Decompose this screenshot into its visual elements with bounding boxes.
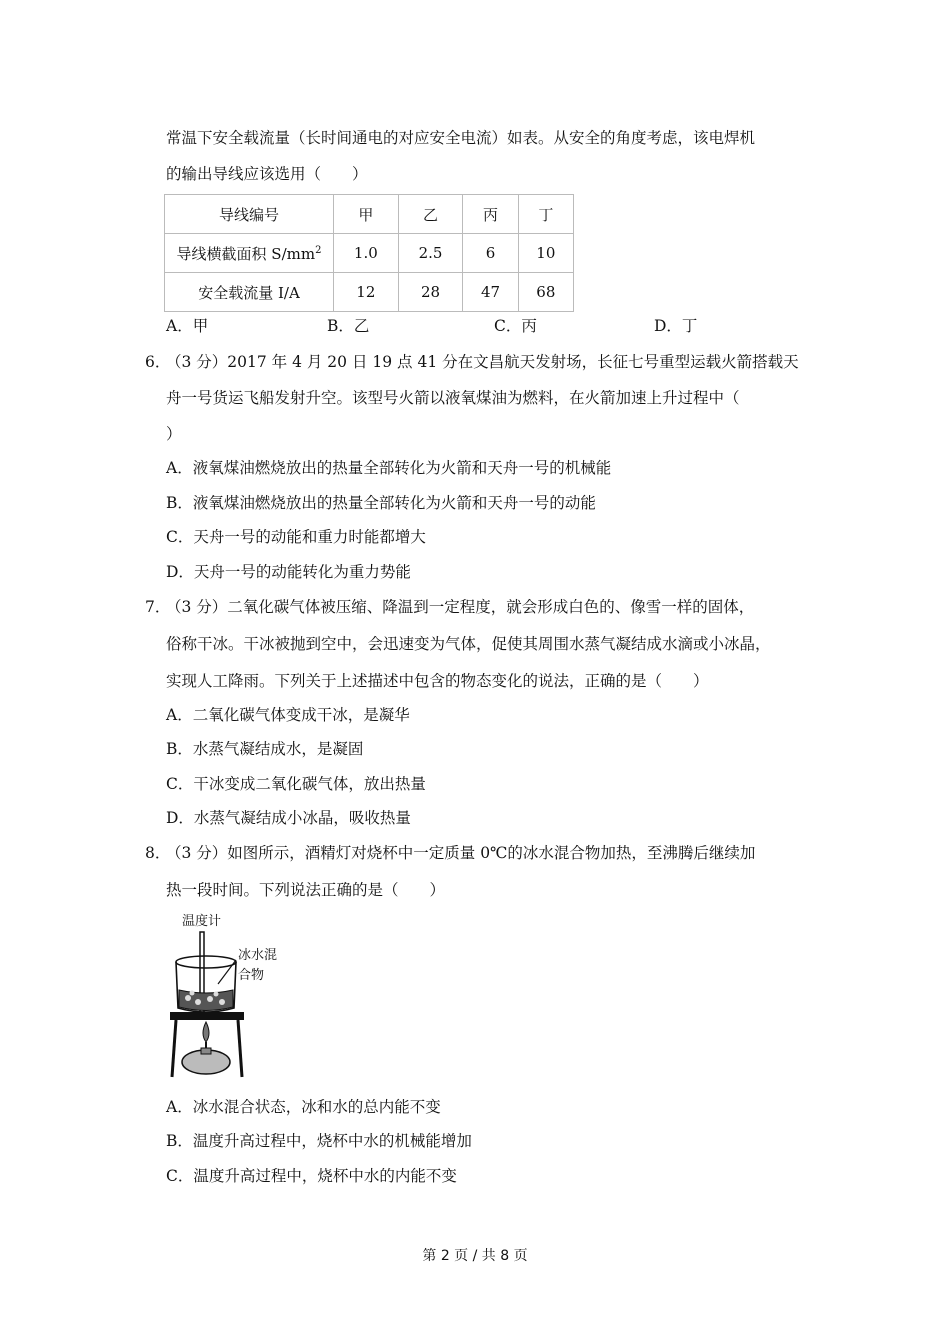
q5-text-line-1: 常温下安全载流量（长时间通电的对应安全电流）如表。从安全的角度考虑，该电焊机 [166,129,756,147]
q8-text-line-2: 热一段时间。下列说法正确的是（ ） [166,881,446,899]
q5-option-b: B．乙 [327,317,370,335]
table-cell: 2.5 [398,234,463,273]
q6-text-line-3: ） [166,425,182,443]
mixture-label-line-2: 合物 [238,968,265,983]
q7-option-b: B．水蒸气凝结成水，是凝固 [166,740,364,758]
q7-text-line-1: （3 分）二氧化碳气体被压缩、降温到一定程度，就会形成白色的、像雪一样的固体， [166,598,755,616]
beaker-heating-figure [164,912,298,1082]
table-row [165,195,574,234]
q8-option-b: B．温度升高过程中，烧杯中水的机械能增加 [166,1132,472,1150]
q5-option-c: C．丙 [494,317,537,335]
table-cell: 68 [518,273,573,312]
q6-option-b: B．液氧煤油燃烧放出的热量全部转化为火箭和天舟一号的动能 [166,494,596,512]
q7-option-a: A．二氧化碳气体变成干冰，是凝华 [166,706,410,724]
table-cell: 12 [334,273,399,312]
table-cell: 10 [518,234,573,273]
table-cell: 28 [398,273,463,312]
mixture-label-line-1: 冰水混 [238,948,278,963]
table-header-cell: 丙 [463,195,518,234]
table-header-cell: 乙 [398,195,463,234]
q6-text-line-2: 舟一号货运飞船发射升空。该型号火箭以液氧煤油为燃料，在火箭加速上升过程中（ [166,389,740,407]
q8-text-line-1: （3 分）如图所示，酒精灯对烧杯中一定质量 0℃的冰水混合物加热，至沸腾后继续加 [166,844,756,862]
table-row-label: 安全载流量 I/A [165,273,334,312]
q8-option-c: C．温度升高过程中，烧杯中水的内能不变 [166,1167,457,1185]
table-row [165,234,574,273]
table-header-cell: 导线编号 [165,195,334,234]
q7-text-line-2: 俗称干冰。干冰被抛到空中，会迅速变为气体，促使其周围水蒸气凝结成水滴或小冰晶， [166,635,771,653]
table-header-cell: 丁 [518,195,573,234]
q7-number: 7． [145,598,171,616]
table-cell: 6 [463,234,518,273]
table-row-label [165,234,334,273]
q6-option-a: A．液氧煤油燃烧放出的热量全部转化为火箭和天舟一号的机械能 [166,459,612,477]
beaker-apparatus-drawing [164,912,298,1082]
table-row [165,273,574,312]
q5-option-a: A．甲 [166,317,209,335]
thermometer-label: 温度计 [182,914,222,929]
q5-option-d: D．丁 [654,317,698,335]
q8-option-a: A．冰水混合状态，冰和水的总内能不变 [166,1098,441,1116]
q7-option-c: C．干冰变成二氧化碳气体，放出热量 [166,775,426,793]
q6-option-c: C．天舟一号的动能和重力时能都增大 [166,528,426,546]
q7-option-d: D．水蒸气凝结成小冰晶，吸收热量 [166,809,411,827]
area-label: 导线横截面积 S/mm [176,244,316,263]
area-unit-exponent: 2 [315,244,322,256]
table-cell: 47 [463,273,518,312]
q6-option-d: D．天舟一号的动能转化为重力势能 [166,563,411,581]
page-footer: 第 2 页 / 共 8 页 [422,1248,528,1264]
wire-spec-table [164,194,574,312]
q5-text-line-2: 的输出导线应该选用（ ） [166,165,368,183]
q7-text-line-3: 实现人工降雨。下列关于上述描述中包含的物态变化的说法，正确的是（ ） [166,672,709,690]
q8-number: 8． [145,844,171,862]
q6-number: 6． [145,353,171,371]
table-header-cell: 甲 [334,195,399,234]
q6-text-line-1: （3 分）2017 年 4 月 20 日 19 点 41 分在文昌航天发射场，长征七号重型运载火箭搭载天 [166,353,799,371]
table-cell: 1.0 [334,234,399,273]
